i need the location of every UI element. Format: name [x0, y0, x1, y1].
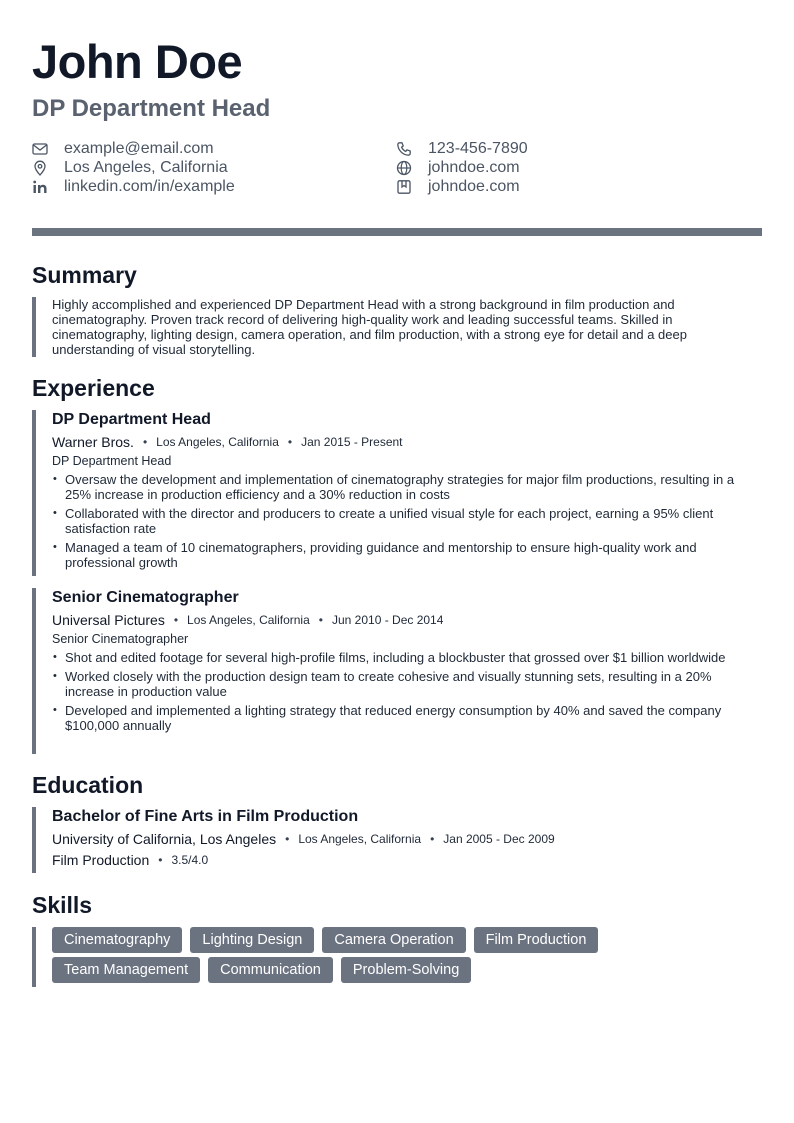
job-dates: Jan 2015 - Present	[301, 435, 403, 449]
contact-linkedin[interactable]	[32, 177, 235, 196]
bookmark-icon	[396, 179, 412, 195]
mail-icon	[32, 141, 48, 157]
contact-email[interactable]	[32, 139, 214, 158]
job-entry	[32, 588, 762, 754]
contact-portfolio[interactable]	[396, 177, 520, 196]
job-bullet: • Shot and edited footage for several high-profile films, including a blockbuster that grossed over $1 billion worldwide	[52, 650, 762, 665]
job-company: Warner Bros.	[52, 434, 134, 450]
skills-heading: Skills	[32, 892, 93, 918]
job-location: Los Angeles, California	[187, 613, 310, 627]
summary-heading: Summary	[32, 262, 137, 288]
school-name: University of California, Los Angeles	[52, 831, 277, 847]
job-bullets	[52, 650, 762, 733]
school-location: Los Angeles, California	[298, 832, 422, 846]
separator-dot: •	[158, 853, 163, 867]
contact-email-text: example@email.com	[64, 139, 214, 157]
candidate-name: John Doe	[32, 35, 243, 88]
education-meta	[52, 830, 762, 848]
job-bullet: • Managed a team of 10 cinematographers, providing guidance and mentorship to ensure high-quality work and professional growth	[52, 540, 762, 570]
job-meta	[52, 611, 762, 629]
map-pin-icon	[32, 160, 48, 176]
skill-chip: Problem-Solving	[341, 957, 471, 983]
contact-phone-text: 123-456-7890	[428, 139, 528, 157]
skill-chip: Camera Operation	[322, 927, 465, 953]
degree-title: Bachelor of Fine Arts in Film Production	[52, 808, 359, 825]
job-meta	[52, 433, 762, 451]
skill-chip: Communication	[208, 957, 333, 983]
job-location: Los Angeles, California	[156, 435, 279, 449]
separator-dot: •	[142, 435, 148, 449]
skill-chip: Film Production	[474, 927, 599, 953]
education-dates: Jan 2005 - Dec 2009	[443, 832, 555, 846]
contact-phone[interactable]	[396, 139, 528, 158]
phone-icon	[396, 141, 412, 157]
experience-heading: Experience	[32, 375, 155, 401]
separator-dot: •	[173, 613, 179, 627]
job-dates: Jun 2010 - Dec 2014	[331, 613, 444, 627]
linkedin-icon	[32, 179, 48, 195]
job-title: Senior Cinematographer	[52, 589, 239, 606]
job-subtitle: Senior Cinematographer	[52, 632, 189, 646]
job-bullet: • Oversaw the development and implementation of cinematography strategies for major film productions, resulting in a 25% increase in production efficiency and a 30% reduction in costs	[52, 472, 762, 502]
job-bullet: • Worked closely with the production design team to create cohesive and visually stunning sets, resulting in a 20% increase in production value	[52, 669, 762, 699]
education-entry	[32, 807, 762, 873]
contact-location	[32, 158, 228, 177]
job-entry	[32, 410, 762, 576]
job-bullet: • Developed and implemented a lighting strategy that reduced energy consumption by 40% and saved the company $100,000 annually	[52, 703, 762, 733]
separator-dot: •	[430, 832, 435, 846]
gpa: 3.5/4.0	[171, 853, 209, 867]
contact-website-text: johndoe.com	[428, 158, 520, 176]
contact-location-text: Los Angeles, California	[64, 158, 228, 176]
education-field-line	[52, 851, 762, 869]
contact-linkedin-text: linkedin.com/in/example	[64, 177, 235, 195]
job-subtitle: DP Department Head	[52, 454, 172, 468]
candidate-role: DP Department Head	[32, 95, 271, 122]
education-heading: Education	[32, 772, 144, 798]
skills-block	[32, 927, 762, 987]
summary-text: Highly accomplished and experienced DP Department Head with a strong background in film production and cinematography. Proven track record of delivering high-quality work and leading successful teams. Skilled in cinematography, lighting design, camera operation, and film production, with a strong eye for detail and a deep understanding of visual storytelling.	[52, 297, 687, 357]
skill-chip: Lighting Design	[190, 927, 314, 953]
separator-dot: •	[285, 832, 290, 846]
job-bullet: • Collaborated with the director and producers to create a unified visual style for each project, earning a 95% client satisfaction rate	[52, 506, 762, 536]
separator-dot: •	[318, 613, 323, 627]
job-title: DP Department Head	[52, 411, 211, 428]
summary-block	[32, 297, 762, 357]
skill-chip: Cinematography	[52, 927, 182, 953]
separator-dot: •	[287, 435, 293, 449]
skill-chip: Team Management	[52, 957, 200, 983]
contact-portfolio-text: johndoe.com	[428, 177, 520, 195]
contact-website[interactable]	[396, 158, 520, 177]
skills-list	[52, 927, 692, 987]
job-bullets	[52, 472, 762, 570]
globe-icon	[396, 160, 412, 176]
field-of-study: Film Production	[52, 852, 150, 868]
header-divider	[32, 228, 762, 236]
contact-info	[32, 138, 762, 198]
job-company: Universal Pictures	[52, 612, 165, 628]
